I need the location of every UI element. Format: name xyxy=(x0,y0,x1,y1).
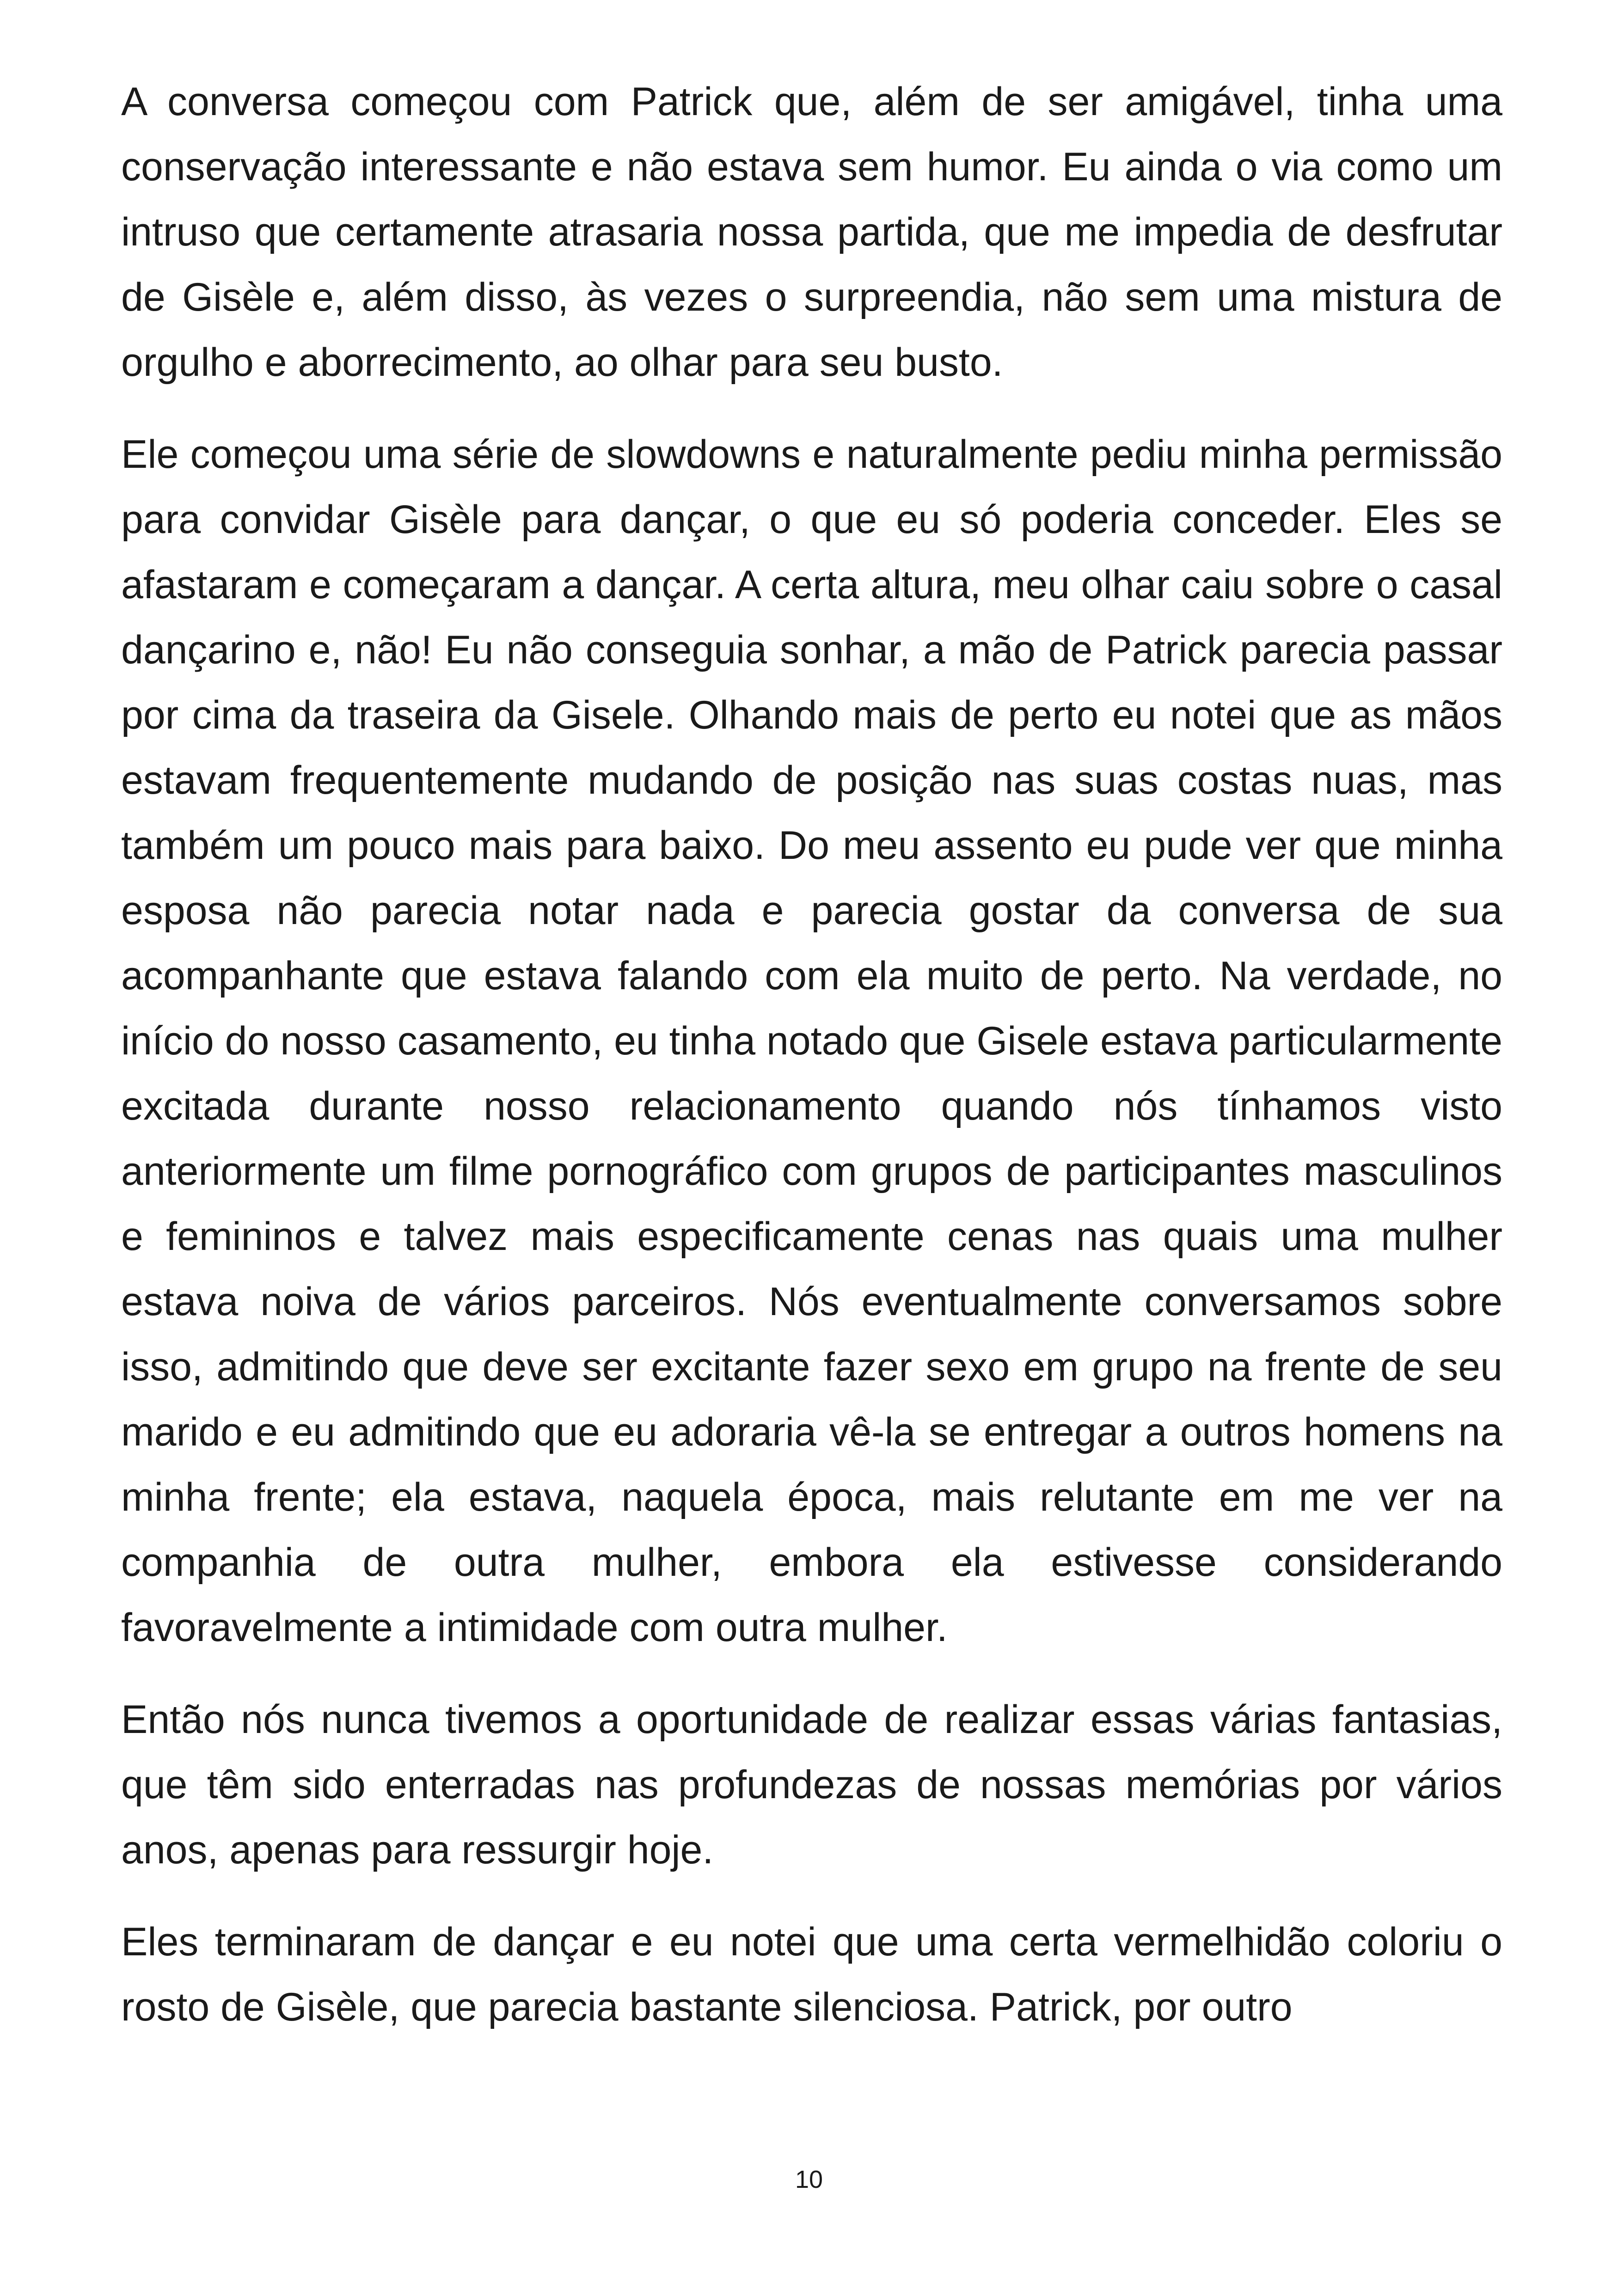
page-body xyxy=(121,69,1502,2067)
page-number: 10 xyxy=(795,2166,823,2193)
paragraph-1: A conversa começou com Patrick que, além de ser amigável, tinha uma conservação interessante e não estava sem humor. Eu ainda o via como um intruso que certamente atrasaria nossa partida, que me impedia de desfrutar de Gisèle e, além disso, às vezes o surpreendia, não sem uma mistura de orgulho e aborrecimento, ao olhar para seu busto. xyxy=(121,80,1502,385)
paragraph-3: Então nós nunca tivemos a oportunidade de realizar essas várias fantasias, que têm sido enterradas nas profundezas de nossas memórias por vários anos, apenas para ressurgir hoje. xyxy=(121,1697,1502,1872)
paragraph-2: Ele começou uma série de slowdowns e naturalmente pediu minha permissão para convidar Gisèle para dançar, o que eu só poderia conceder. Eles se afastaram e começaram a dançar. A certa altura, meu olhar caiu sobre o casal dançarino e, não! Eu não conseguia sonhar, a mão de Patrick parecia passar por cima da traseira da Gisele. Olhando mais de perto eu notei que as mãos estavam frequentemente mudando de posição nas suas costas nuas, mas também um pouco mais para baixo. Do meu assento eu pude ver que minha esposa não parecia notar nada e parecia gostar da conversa de sua acompanhante que estava falando com ela muito de perto. Na verdade, no início do nosso casamento, eu tinha notado que Gisele estava particularmente excitada durante nosso relacionamento quando nós tínhamos visto anteriormente um filme pornográfico com grupos de participantes masculinos e femininos e talvez mais especificamente cenas nas quais uma mulher estava noiva de vários parceiros. Nós eventualmente conversamos sobre isso, admitindo que deve ser excitante fazer sexo em grupo na frente de seu marido e eu admitindo que eu adoraria vê-la se entregar a outros homens na minha frente; ela estava, naquela época, mais relutante em me ver na companhia de outra mulher, embora ela estivesse considerando favoravelmente a intimidade com outra mulher. xyxy=(121,432,1502,1650)
paragraph-4: Eles terminaram de dançar e eu notei que uma certa vermelhidão coloriu o rosto de Gisèle, que parecia bastante silenciosa. Patrick, por outro xyxy=(121,1920,1502,2029)
